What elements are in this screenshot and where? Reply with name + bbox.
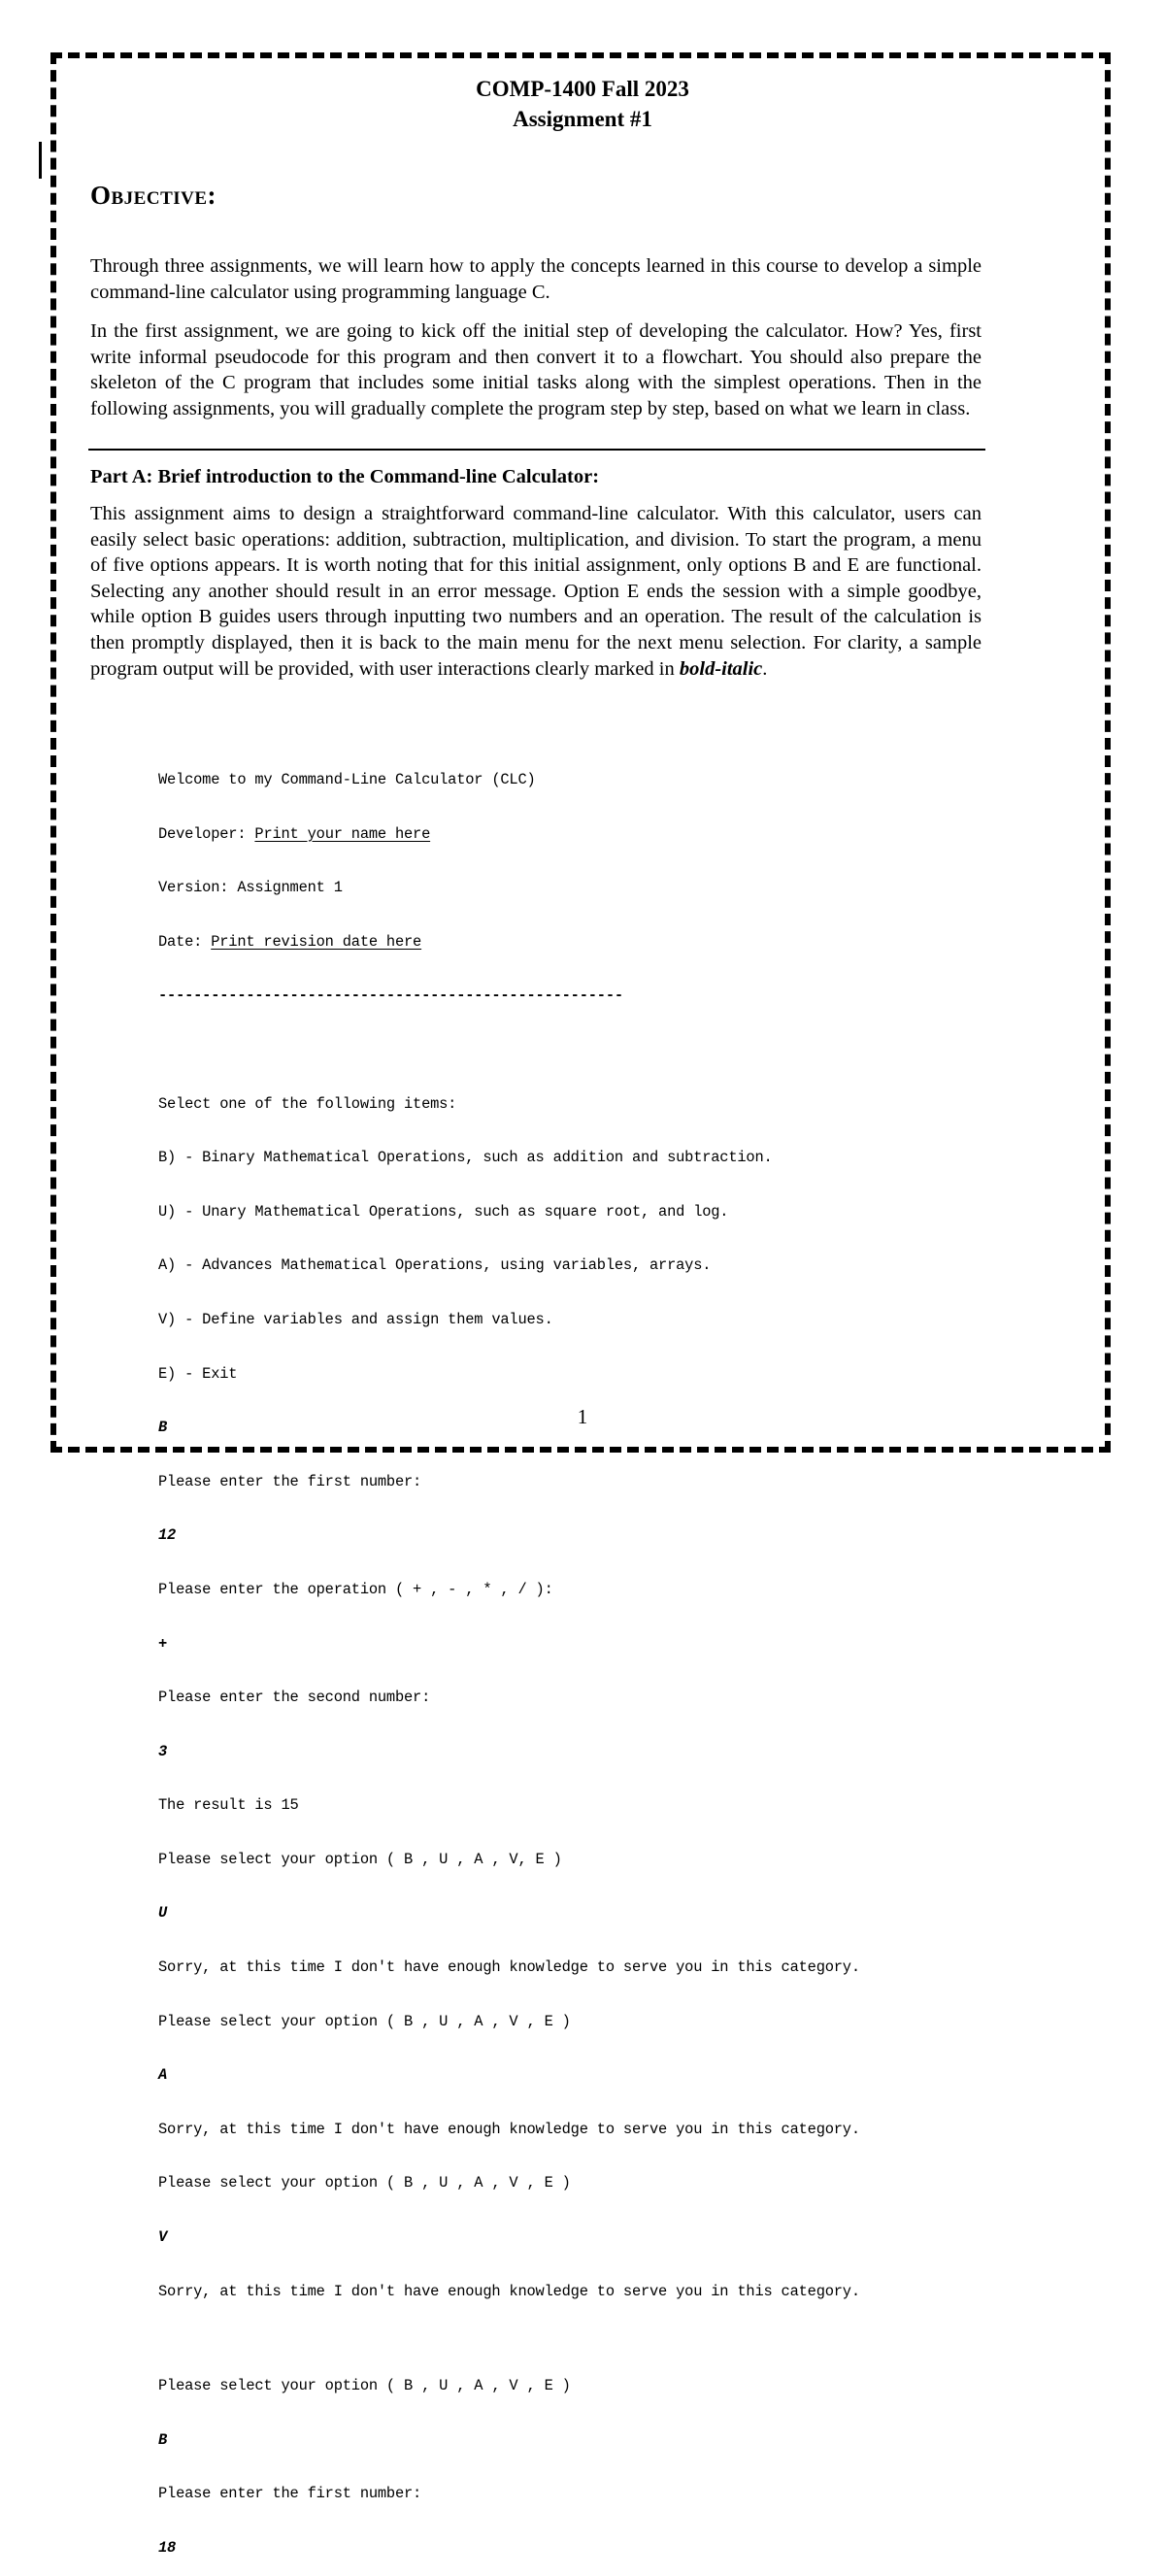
program-output: Please enter the second number: — [158, 1689, 431, 1707]
developer-line — [158, 825, 993, 845]
menu-item-variables: V) - Define variables and assign them values. — [158, 1310, 553, 1328]
date-line — [158, 933, 993, 953]
user-input: A — [158, 2066, 168, 2085]
menu-item-advanced: A) - Advances Mathematical Operations, using variables, arrays. — [158, 1256, 712, 1275]
separator-line: ----------------------------------------------------- — [158, 987, 623, 1005]
user-input: B — [158, 1419, 168, 1437]
program-output: Sorry, at this time I don't have enough knowledge to serve you in this category. — [158, 1958, 860, 1977]
user-input: V — [158, 2228, 168, 2247]
program-output: Please select your option ( B , U , A , V , E ) — [158, 2377, 571, 2395]
spacer — [158, 2336, 993, 2342]
user-input: U — [158, 1904, 168, 1923]
menu-item-binary: B) - Binary Mathematical Operations, such as addition and subtraction. — [158, 1149, 773, 1167]
part-a-text: This assignment aims to design a straightforward command-line calculator. With this calculator, users can easily select basic operations: addition, subtraction, multiplication, and division. To start the program, a menu of five options appears. It is worth noting that for this initial assignment, only options B and E are functional. Selecting any another should result in an error message. Option E ends the session with a simple goodbye, while option B guides users through inputting two numbers and an operation. The result of the calculation is then promptly displayed, then it is back to the main menu for the next menu selection. For clarity, a sample program output will be provided, with user interactions clearly marked in — [90, 503, 982, 680]
intro-paragraph-1: Through three assignments, we will learn how to apply the concepts learned in this course to develop a simple command-line calculator using programming language C. — [90, 255, 982, 303]
section-divider — [88, 449, 985, 451]
program-output: Please enter the first number: — [158, 1472, 422, 1490]
sample-program-output — [158, 736, 993, 2576]
program-output: Sorry, at this time I don't have enough knowledge to serve you in this category. — [158, 2120, 860, 2138]
blank-line — [158, 1041, 993, 1060]
menu-item-exit: E) - Exit — [158, 1364, 238, 1383]
document-title — [0, 74, 1165, 134]
developer-placeholder: Print your name here — [254, 824, 431, 843]
part-a-heading: Part A: Brief introduction to the Command-line Calculator: — [90, 466, 600, 487]
version-line: Version: Assignment 1 — [158, 879, 343, 897]
page-number: 1 — [577, 1405, 588, 1428]
objective-heading: Objective: — [90, 181, 217, 210]
course-title: COMP-1400 Fall 2023 — [476, 77, 689, 101]
program-output: Please enter the operation ( + , - , * , / ): — [158, 1580, 553, 1598]
menu-item-unary: U) - Unary Mathematical Operations, such as square root, and log. — [158, 1202, 729, 1221]
assignment-title: Assignment #1 — [513, 107, 652, 131]
program-output: Please select your option ( B , U , A , V , E ) — [158, 2174, 571, 2192]
revision-bar — [39, 142, 42, 179]
program-output: Sorry, at this time I don't have enough knowledge to serve you in this category. — [158, 2282, 860, 2300]
user-input: 3 — [158, 1742, 168, 1760]
emphasis-text: bold-italic — [679, 657, 763, 680]
welcome-line: Welcome to my Command-Line Calculator (CLC) — [158, 771, 536, 788]
intro-paragraph-2: In the first assignment, we are going to kick off the initial step of developing the calculator. How? Yes, first write informal pseudocode for this program and then convert it to a flowchart. You should also prepare the skeleton of the C program that includes some initial tasks along with the simplest operations. Then in the following assignments, you will gradually complete the program step by step, based on what we learn in class. — [90, 320, 982, 419]
menu-prompt: Select one of the following items: — [158, 1094, 457, 1113]
user-input: + — [158, 1634, 168, 1653]
user-input: 18 — [158, 2539, 177, 2557]
developer-label: Developer: — [158, 824, 255, 843]
sentence-end: . — [762, 657, 768, 680]
program-output: Please select your option ( B , U , A , V, E ) — [158, 1850, 562, 1868]
user-input: 12 — [158, 1526, 177, 1545]
date-label: Date: — [158, 932, 212, 951]
program-output: The result is 15 — [158, 1796, 299, 1815]
part-a-paragraph — [90, 501, 982, 682]
program-output: Please enter the first number: — [158, 2485, 422, 2503]
date-placeholder: Print revision date here — [211, 932, 422, 951]
program-output: Please select your option ( B , U , A , V , E ) — [158, 2012, 571, 2030]
user-input: B — [158, 2430, 168, 2449]
